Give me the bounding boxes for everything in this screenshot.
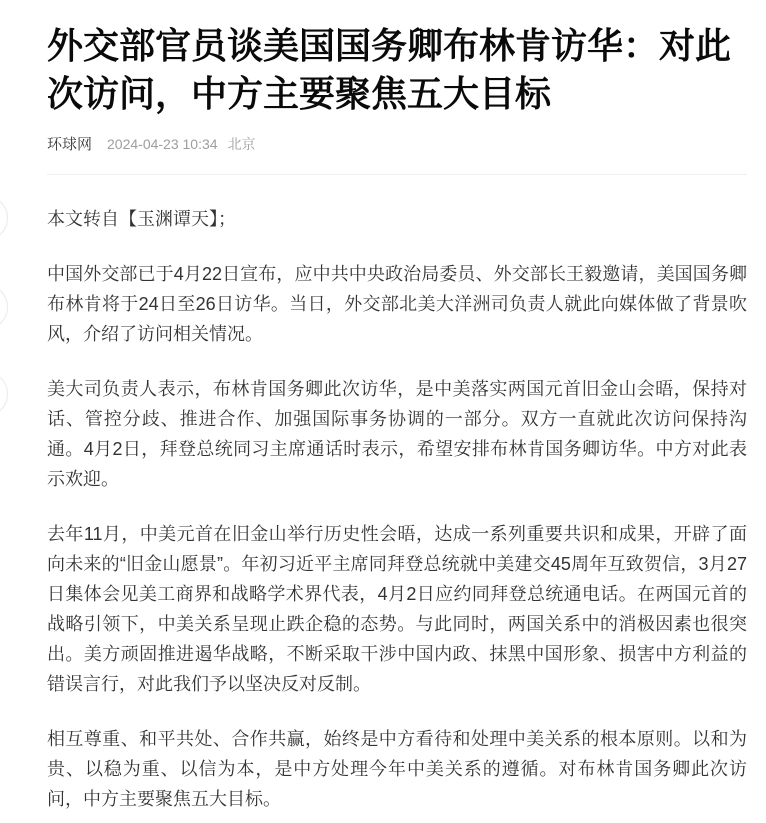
rail-action-button-1[interactable] — [0, 195, 8, 241]
paragraph-3: 美大司负责人表示，布林肯国务卿此次访华，是中美落实两国元首旧金山会晤，保持对话、管控分歧、推进合作、加强国际事务协调的一部分。双方一直就此次访问保持沟通。4月2日，拜登总统同习主席通话时表示，希望安排布林肯国务卿访华。中方对此表示欢迎。 — [47, 379, 747, 489]
byline-divider — [47, 174, 747, 175]
rail-action-button-2[interactable] — [0, 284, 8, 330]
paragraph-4: 去年11月，中美元首在旧金山举行历史性会晤，达成一系列重要共识和成果，开辟了面向未来的“旧金山愿景”。年初习近平主席同拜登总统就中美建交45周年互致贺信，3月27日集体会见美工商界和战略学术界代表，4月2日应约同拜登总统通电话。在两国元首的战略引领下，中美关系呈现止跌企稳的态势。与此同时，两国关系中的消极因素也很突出。美方顽固推进遏华战略，不断采取干涉中国内政、抹黑中国形象、损害中方利益的错误言行，对此我们予以坚决反对反制。 — [47, 524, 747, 694]
article-title: 外交部官员谈美国国务卿布林肯访华：对此次访问，中方主要聚焦五大目标 — [47, 25, 732, 114]
source-link[interactable]: 环球网 — [47, 136, 93, 153]
paragraph-1: 本文转自【玉渊谭天】； — [47, 209, 236, 229]
rail-action-button-3[interactable] — [0, 371, 8, 417]
article — [47, 0, 747, 814]
byline — [47, 134, 747, 155]
article-body — [47, 204, 747, 814]
paragraph-5: 相互尊重、和平共处、合作共赢，始终是中方看待和处理中美关系的根本原则。以和为贵、以稳为重、以信为本，是中方处理今年中美关系的遵循。对布林肯国务卿此次访问，中方主要聚焦五大目标。 — [47, 729, 747, 809]
publish-datetime: 2024-04-23 10:34 — [107, 136, 218, 152]
paragraph-2: 中国外交部已于4月22日宣布，应中共中央政治局委员、外交部长王毅邀请，美国国务卿布林肯将于24日至26日访华。当日，外交部北美大洋洲司负责人就此向媒体做了背景吹风，介绍了访问相关情况。 — [47, 264, 747, 344]
publish-location: 北京 — [227, 136, 256, 152]
